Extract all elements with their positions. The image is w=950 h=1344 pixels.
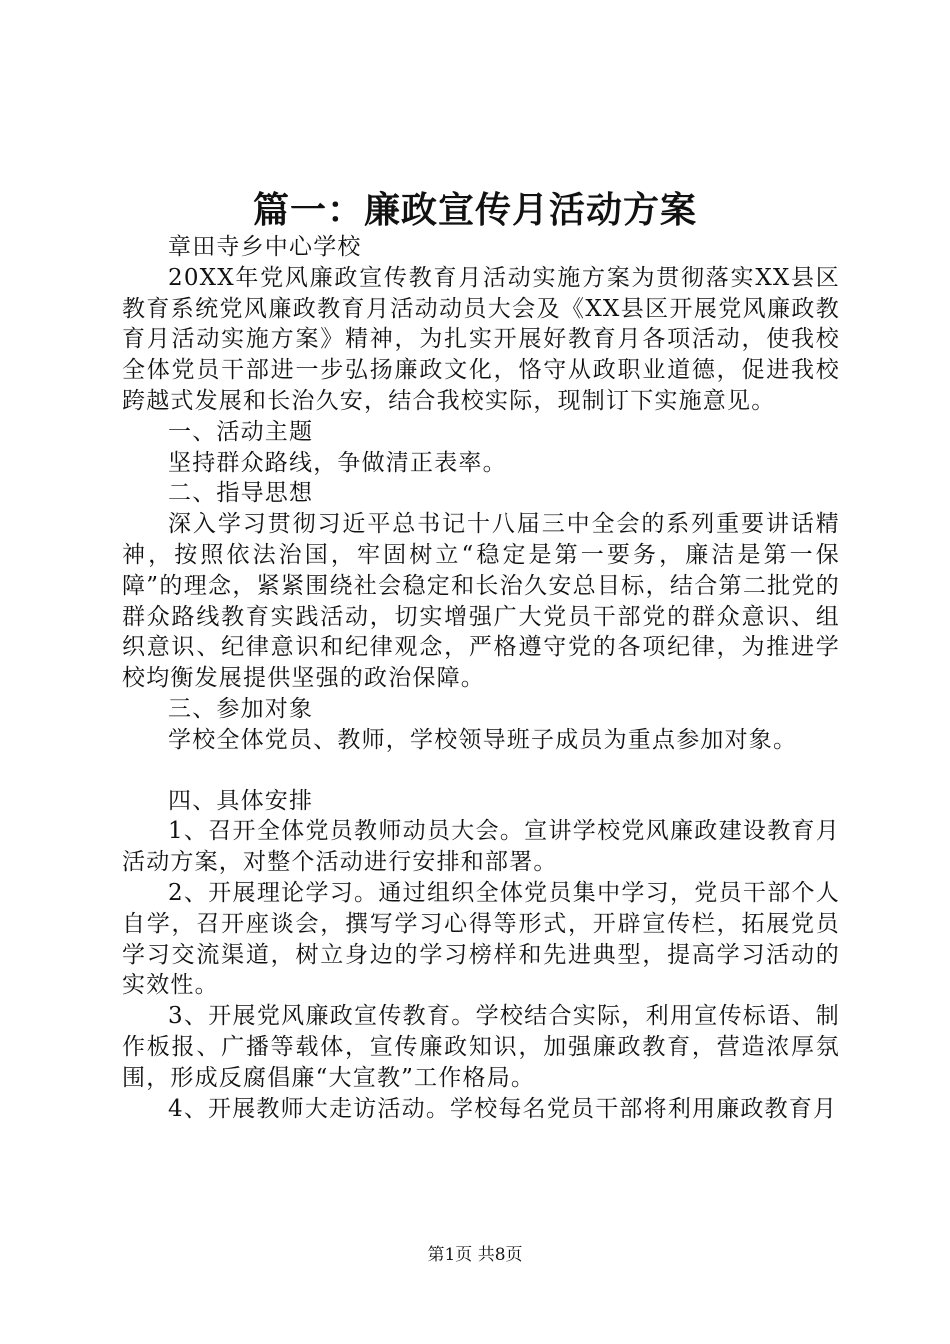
arrangement-item-2: 2、开展理论学习。通过组织全体党员集中学习，党员干部个人自学，召开座谈会，撰写学习心得等形式，开辟宣传栏，拓展党员学习交流渠道，树立身边的学习榜样和先进典型，提高学习活动的实效性。 [122, 879, 840, 999]
participants-paragraph: 学校全体党员、教师，学校领导班子成员为重点参加对象。 [168, 726, 798, 753]
intro-paragraph: 20XX年党风廉政宣传教育月活动实施方案为贯彻落实XX县区教育系统党风廉政教育月活动动员大会及《XX县区开展党风廉政教育月活动实施方案》精神，为扎实开展好教育月各项活动，使我校全体党员干部进一步弘扬廉政文化，恪守从政职业道德，促进我校跨越式发展和长治久安，结合我校实际，现制订下实施意见。 [122, 264, 840, 414]
section-heading-arrangements: 四、具体安排 [168, 787, 314, 814]
arrangement-item-3: 3、开展党风廉政宣传教育。学校结合实际，利用宣传标语、制作板报、广播等载体，宣传廉政知识，加强廉政教育，营造浓厚氛围，形成反腐倡廉“大宣教”工作格局。 [122, 1003, 840, 1091]
page-number-footer: 第1页 共8页 [427, 1245, 523, 1265]
document-title: 篇一：廉政宣传月活动方案 [252, 189, 697, 231]
document-body [122, 232, 840, 1124]
theme-paragraph: 坚持群众路线，争做清正表率。 [168, 449, 507, 476]
guiding-thought-paragraph: 深入学习贯彻习近平总书记十八届三中全会的系列重要讲话精神，按照依法治国，牢固树立“稳定是第一要务，廉洁是第一保障”的理念，紧紧围绕社会稳定和长治久安总目标，结合第二批党的群众路线教育实践活动，切实增强广大党员干部党的群众意识、组织意识、纪律意识和纪律观念，严格遵守党的各项纪律，为推进学校均衡发展提供坚强的政治保障。 [122, 511, 840, 692]
arrangement-item-1: 1、召开全体党员教师动员大会。宣讲学校党风廉政建设教育月活动方案，对整个活动进行安排和部署。 [122, 818, 840, 876]
section-heading-guiding-thought: 二、指导思想 [168, 480, 314, 507]
section-heading-participants: 三、参加对象 [168, 695, 314, 722]
arrangement-item-4: 4、开展教师大走访活动。学校每名党员干部将利用廉政教育月 [168, 1095, 838, 1122]
school-name-paragraph: 章田寺乡中心学校 [168, 234, 362, 260]
section-heading-theme: 一、活动主题 [168, 418, 314, 445]
